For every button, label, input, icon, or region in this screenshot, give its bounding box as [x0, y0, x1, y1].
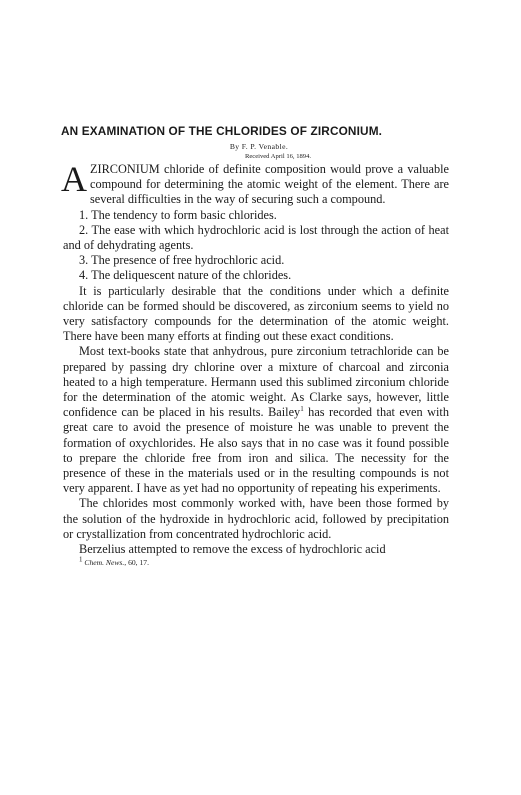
footnote-ref: 1: [300, 405, 304, 414]
paragraph-3: [63, 344, 449, 496]
paragraph-intro: [61, 159, 449, 208]
paragraph-3-text-a: Most text-books state that anhydrous, pure zirconium tetrachloride can be prepared by passing dry chlorine over a mixture of charcoal and zirconia heated to a high temperature. Hermann used this sublimed zirconium chloride for the determination of the atomic weight. As Clarke says, however, little confidence can be placed in his results. Bailey: [63, 344, 449, 420]
list-item-1: 1. The tendency to form basic chlorides.: [79, 207, 277, 222]
article-title: AN EXAMINATION OF THE CHLORIDES OF ZIRCONIUM.: [61, 124, 383, 138]
drop-cap: A: [61, 159, 87, 199]
paragraph-intro-text: ZIRCONIUM chloride of definite composition would prove a valuable compound for determining the atomic weight of the element. There are several difficulties in the way of securing such a compound.: [90, 162, 449, 207]
footnote: [79, 555, 449, 568]
footnote-ref-text: , 60, 17.: [124, 558, 149, 568]
paragraph-3-text-b: has recorded that even with great care to avoid the presence of moisture he was unable to prevent the formation of oxychlorides. He also says that in no case was it found possible to prepare the chloride free from iron and silica. The necessity for the presence of these in the materials used or in the resulting compounds is not very apparent. I have as yet had no opportunity of repeating his experiments.: [63, 405, 449, 496]
paragraph-2: It is particularly desirable that the conditions under which a definite chloride can be formed should be discovered, as zirconium seems to yield no very satisfactory compounds for the determination of the atomic weight. There have been many efforts at finding out these exact conditions.: [63, 283, 449, 344]
paragraph-5: Berzelius attempted to remove the excess of hydrochloric acid: [79, 542, 386, 557]
article-body: [61, 159, 449, 557]
paragraph-4: The chlorides most commonly worked with, have been those formed by the solution of the hydroxide in hydrochloric acid, followed by precipitation or crystallization from concentrated hydrochloric acid.: [63, 496, 449, 541]
list-item-3: 3. The presence of free hydrochloric acid.: [79, 253, 285, 268]
received-date: Received April 16, 1894.: [244, 153, 312, 160]
list-item-2: 2. The ease with which hydrochloric acid is lost through the action of heat and of dehydrating agents.: [63, 222, 449, 253]
author-byline: By F. P. Venable.: [229, 142, 289, 151]
footnote-marker: 1: [79, 555, 83, 564]
list-item-4: 4. The deliquescent nature of the chlorides.: [79, 268, 292, 283]
page: [63, 124, 449, 568]
footnote-journal: Chem. News.: [84, 558, 125, 568]
